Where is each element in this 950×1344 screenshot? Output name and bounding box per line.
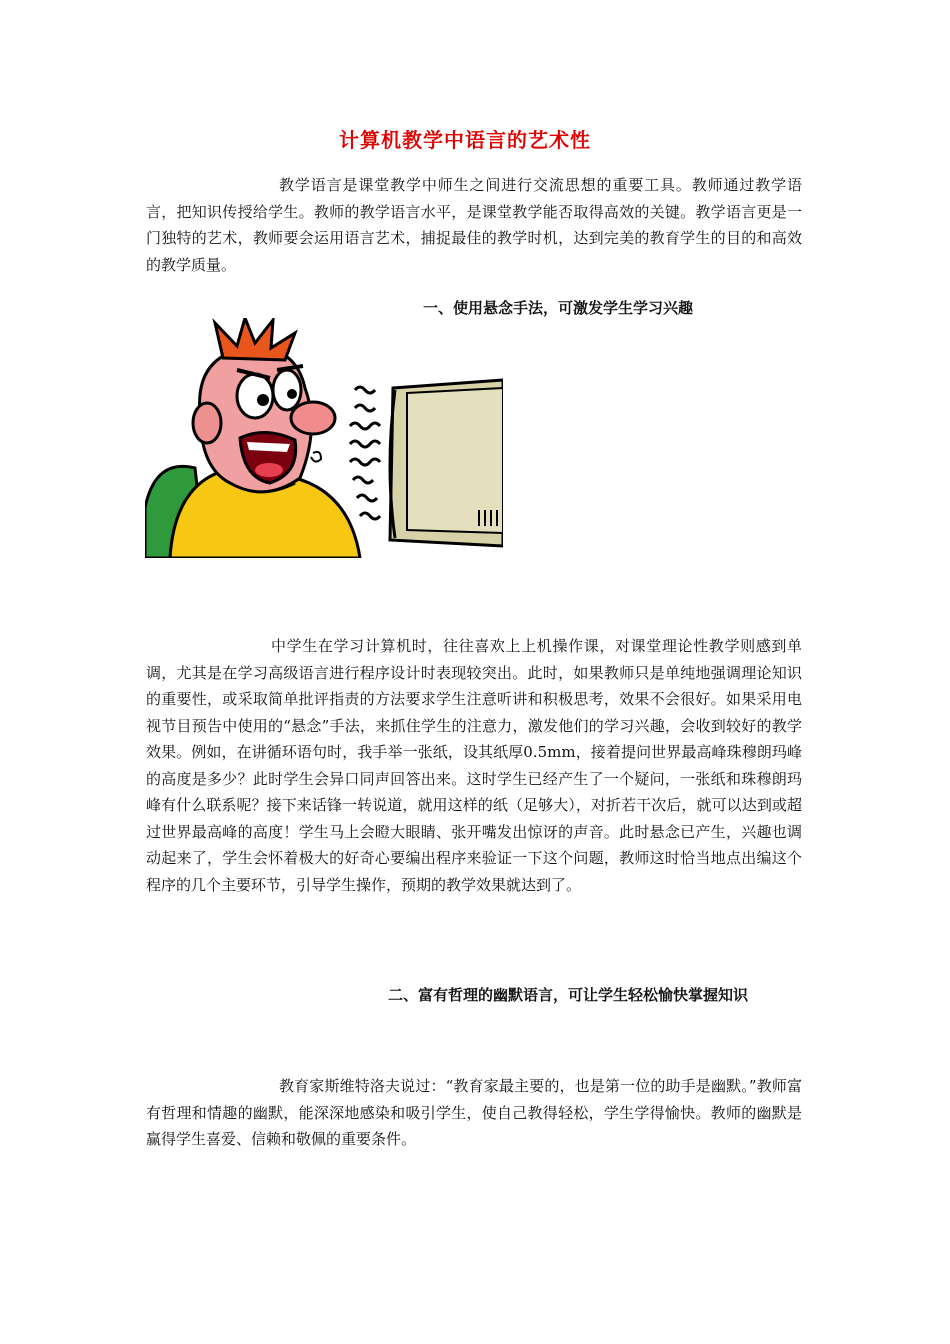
document-title: 计算机教学中语言的艺术性 (339, 128, 591, 152)
section-2-heading: 二、富有哲理的幽默语言，可让学生轻松愉快掌握知识 (388, 986, 749, 1004)
intro-paragraph: 教学语言是课堂教学中师生之间进行交流思想的重要工具。教师通过教学语言，把知识传授给学生。教师的教学语言水平，是课堂教学能否取得高效的关键。教学语言更是一门独特的艺术，教师要会运用语言艺术，捕捉最佳的教学时机，达到完美的教育学生的目的和高效的教学质量。 (146, 176, 802, 274)
cartoon-man-shouting-at-computer-illustration (145, 318, 503, 558)
section-1-paragraph: 中学生在学习计算机时，往往喜欢上上机操作课，对课堂理论性教学则感到单调，尤其是在学习高级语言进行程序设计时表现较突出。此时，如果教师只是单纯地强调理论知识的重要性，或采取简单批评指责的方法要求学生注意听讲和积极思考，效果不会很好。如果采用电视节目预告中使用的“悬念”手法，来抓住学生的注意力，激发他们的学习兴趣，会收到较好的教学效果。例如，在讲循环语句时，我手举一张纸，设其纸厚0.5mm，接着提问世界最高峰珠穆朗玛峰的高度是多少？此时学生会异口同声回答出来。这时学生已经产生了一个疑问，一张纸和珠穆朗玛峰有什么联系呢？接下来话锋一转说道，就用这样的纸（足够大），对折若干次后，就可以达到或超过世界最高峰的高度！学生马上会瞪大眼睛、张开嘴发出惊讶的声音。此时悬念已产生，兴趣也调动起来了，学生会怀着极大的好奇心要编出程序来验证一下这个问题，教师这时恰当地点出编这个程序的几个主要环节，引导学生操作，预期的教学效果就达到了。 (146, 637, 802, 894)
section-2-paragraph: 教育家斯维特洛夫说过：“教育家最主要的，也是第一位的助手是幽默。”教师富有哲理和情趣的幽默，能深深地感染和吸引学生，使自己教得轻松，学生学得愉快。教师的幽默是赢得学生喜爱、信赖和敬佩的重要条件。 (146, 1077, 802, 1148)
section-1-heading: 一、使用悬念手法，可激发学生学习兴趣 (423, 299, 694, 317)
